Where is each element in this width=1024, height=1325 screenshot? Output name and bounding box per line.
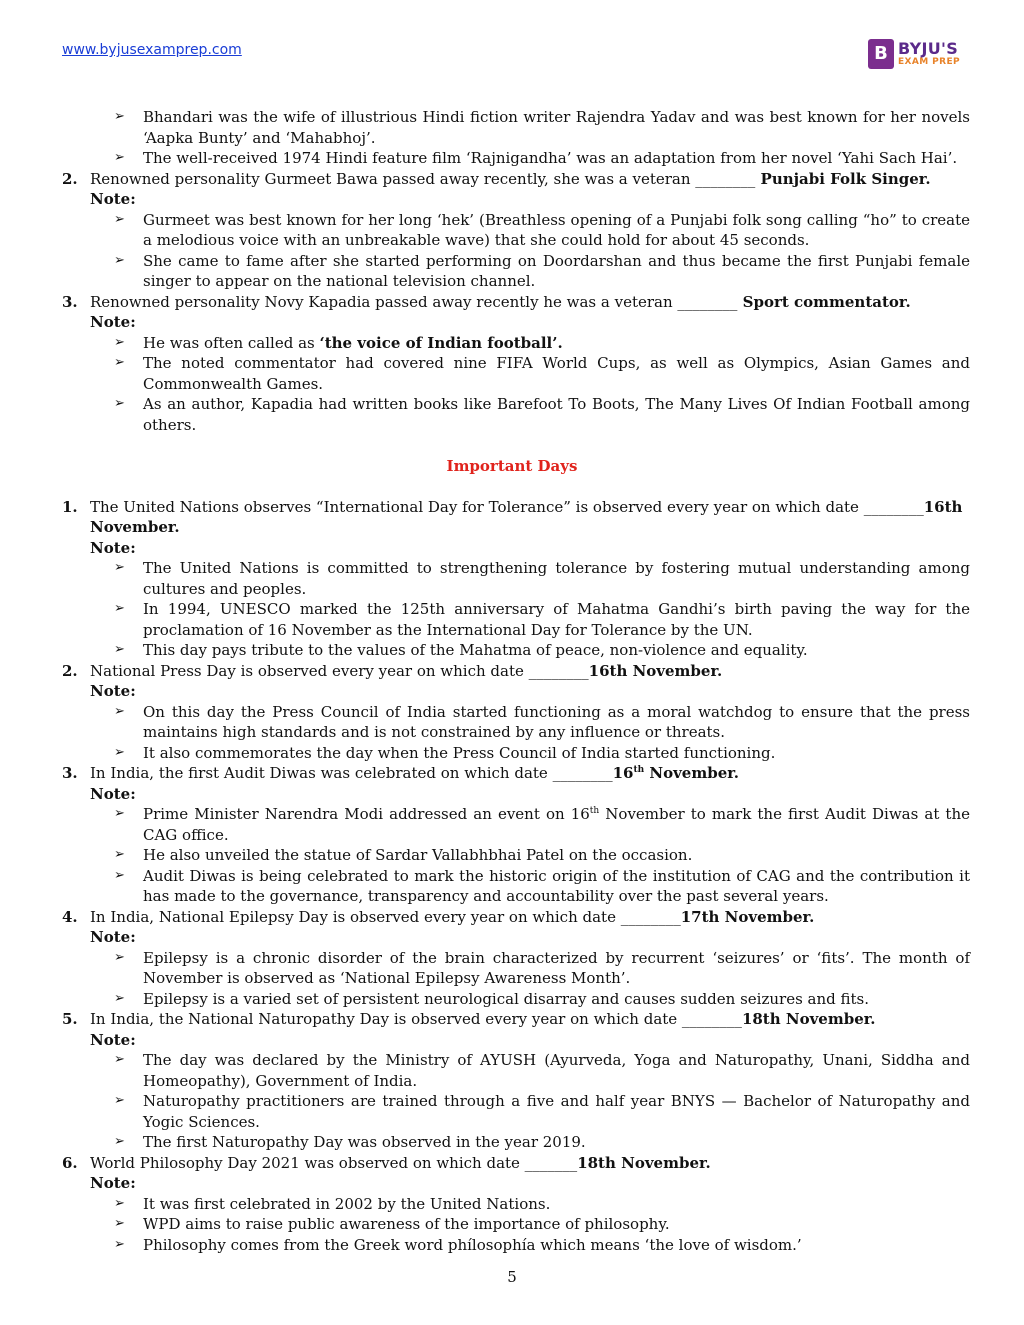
bullet-item: ➢ The first Naturopathy Day was observed in the year 2019. (114, 1133, 586, 1151)
bullet-item: ➢ In 1994, UNESCO marked the 125th anniversary of Mahatma Gandhi’s birth paving the way for the proclamation of 16 November as the International Day for Tolerance by the UN. (114, 600, 970, 639)
arrow-bullet-icon: ➢ (114, 1093, 125, 1108)
website-link[interactable]: www.byjusexamprep.com (62, 42, 242, 58)
question-day-4: 4. In India, National Epilepsy Day is observed every year on which date ________17th November. (62, 907, 815, 926)
logo-line2: EXAM PREP (898, 56, 961, 67)
arrow-bullet-icon: ➢ (114, 867, 125, 883)
arrow-bullet-icon: ➢ (114, 1216, 125, 1231)
section-title: Important Days (446, 457, 578, 475)
arrow-bullet-icon: ➢ (114, 211, 125, 227)
byjus-exam-prep-logo (868, 37, 968, 71)
answer: Punjabi Folk Singer. (755, 169, 931, 188)
answer: 17th November. (680, 907, 815, 926)
bullet-item: ➢ WPD aims to raise public awareness of the importance of philosophy. (114, 1215, 670, 1233)
bullet-item: ➢ Audit Diwas is being celebrated to mark the historic origin of the institution of CAG and the contribution it has made to the governance, transparency and accountability over the past several years. (114, 866, 970, 905)
bullet-item: ➢ This day pays tribute to the values of the Mahatma of peace, non-violence and equality. (114, 641, 808, 659)
note-label: Note: (90, 313, 136, 331)
arrow-bullet-icon: ➢ (114, 355, 125, 370)
arrow-bullet-icon: ➢ (114, 1134, 125, 1149)
note-label: Note: (90, 538, 136, 557)
arrow-bullet-icon: ➢ (114, 949, 125, 965)
note-label: Note: (90, 682, 136, 700)
logo-mark-icon: B (868, 39, 894, 69)
answer: 16th November. (588, 661, 723, 680)
arrow-bullet-icon: ➢ (114, 252, 125, 268)
question-day-1: 1. The United Nations observes “International Day for Tolerance” is observed every year on which date ________16th November. (62, 497, 963, 536)
bullet-item: ➢ On this day the Press Council of India started functioning as a moral watchdog to ensure that the press maintains high standards and is not constrained by any influence or threats. (114, 702, 970, 741)
question-day-3: 3. In India, the first Audit Diwas was celebrated on which date ________16th November. (62, 764, 740, 782)
arrow-bullet-icon: ➢ (114, 1195, 125, 1211)
question-obit-2: 2. Renowned personality Gurmeet Bawa passed away recently, she was a veteran ________ Punjabi Folk Singer. (62, 169, 931, 188)
note-label: Note: (90, 928, 136, 946)
arrow-bullet-icon: ➢ (114, 806, 125, 821)
arrow-bullet-icon: ➢ (114, 744, 125, 760)
answer: Sport commentator. (737, 292, 911, 311)
arrow-bullet-icon: ➢ (114, 990, 125, 1006)
arrow-bullet-icon: ➢ (114, 560, 125, 575)
bullet-item: ➢ He also unveiled the statue of Sardar Vallabhbhai Patel on the occasion. (114, 846, 693, 864)
bullet-item: ➢ The well-received 1974 Hindi feature film ‘Rajnigandha’ was an adaptation from her novel ‘Yahi Sach Hai’. (114, 149, 958, 167)
note-label: Note: (90, 190, 136, 208)
bullet-item: ➢ As an author, Kapadia had written books like Barefoot To Boots, The Many Lives Of Indian Football among others. (114, 395, 970, 434)
bullet-item: ➢ Naturopathy practitioners are trained through a five and half year BNYS — Bachelor of Naturopathy and Yogic Sciences. (114, 1092, 970, 1131)
answer: 18th November. (741, 1010, 876, 1028)
bullet-item: ➢ Bhandari was the wife of illustrious Hindi fiction writer Rajendra Yadav and was best known for her novels ‘Aapka Bunty’ and ‘Mahabhoj’. (114, 108, 970, 147)
bullet-item: ➢ Philosophy comes from the Greek word phílosophía which means ‘the love of wisdom.’ (114, 1235, 802, 1254)
bullet-item: ➢ She came to fame after she started performing on Doordarshan and thus became the first Punjabi female singer to appear on the national television channel. (114, 251, 970, 290)
bullet-item: ➢ The United Nations is committed to strengthening tolerance by fostering mutual understanding among cultures and peoples. (114, 559, 970, 598)
note-label: Note: (90, 784, 136, 803)
arrow-bullet-icon: ➢ (114, 601, 125, 616)
bullet-item: ➢ It also commemorates the day when the Press Council of India started functioning. (114, 743, 776, 762)
answer: 18th November. (577, 1153, 711, 1172)
page-number: 5 (507, 1268, 517, 1286)
bullet-item: ➢ Epilepsy is a chronic disorder of the brain characterized by recurrent ‘seizures’ or ‘fits’. The month of November is observed as ‘National Epilepsy Awareness Month’. (114, 948, 970, 987)
bullet-item: ➢ Gurmeet was best known for her long ‘hek’ (Breathless opening of a Punjabi folk song calling “ho” to create a melodious voice with an unbreakable wave) that she could hold for about 45 seconds. (114, 210, 970, 249)
bullet-item: ➢ It was first celebrated in 2002 by the United Nations. (114, 1194, 551, 1213)
answer: 16th November. (612, 764, 740, 782)
bullet-item: ➢ The day was declared by the Ministry of AYUSH (Ayurveda, Yoga and Naturopathy, Unani, Siddha and Homeopathy), Government of India. (114, 1051, 970, 1090)
arrow-bullet-icon: ➢ (114, 847, 125, 862)
arrow-bullet-icon: ➢ (114, 109, 125, 124)
bullet-item: ➢ The noted commentator had covered nine FIFA World Cups, as well as Olympics, Asian Games and Commonwealth Games. (114, 354, 970, 393)
bullet-item: ➢ Epilepsy is a varied set of persistent neurological disarray and causes sudden seizures and fits. (114, 989, 870, 1008)
arrow-bullet-icon: ➢ (114, 150, 125, 165)
arrow-bullet-icon: ➢ (114, 1236, 125, 1252)
note-label: Note: (90, 1174, 136, 1192)
arrow-bullet-icon: ➢ (114, 396, 125, 411)
arrow-bullet-icon: ➢ (114, 334, 125, 350)
arrow-bullet-icon: ➢ (114, 1052, 125, 1067)
bullet-item: ➢ Prime Minister Narendra Modi addressed an event on 16th November to mark the first Audit Diwas at the CAG office. (114, 805, 970, 844)
arrow-bullet-icon: ➢ (114, 642, 125, 657)
page-content (0, 107, 1024, 1255)
question-day-2: 2. National Press Day is observed every year on which date ________16th November. (62, 661, 723, 680)
question-day-6: 6. World Philosophy Day 2021 was observed on which date _______18th November. (62, 1153, 711, 1172)
note-label: Note: (90, 1030, 136, 1049)
logo-line1: BYJU'S (898, 38, 959, 58)
question-day-5: 5. In India, the National Naturopathy Day is observed every year on which date ________18th November. (62, 1010, 876, 1028)
arrow-bullet-icon: ➢ (114, 703, 125, 719)
question-obit-3: 3. Renowned personality Novy Kapadia passed away recently he was a veteran ________ Sport commentator. (62, 292, 911, 311)
answer: 16th November. (90, 497, 963, 536)
bullet-item: ➢ He was often called as ‘the voice of Indian football’. (114, 333, 563, 352)
